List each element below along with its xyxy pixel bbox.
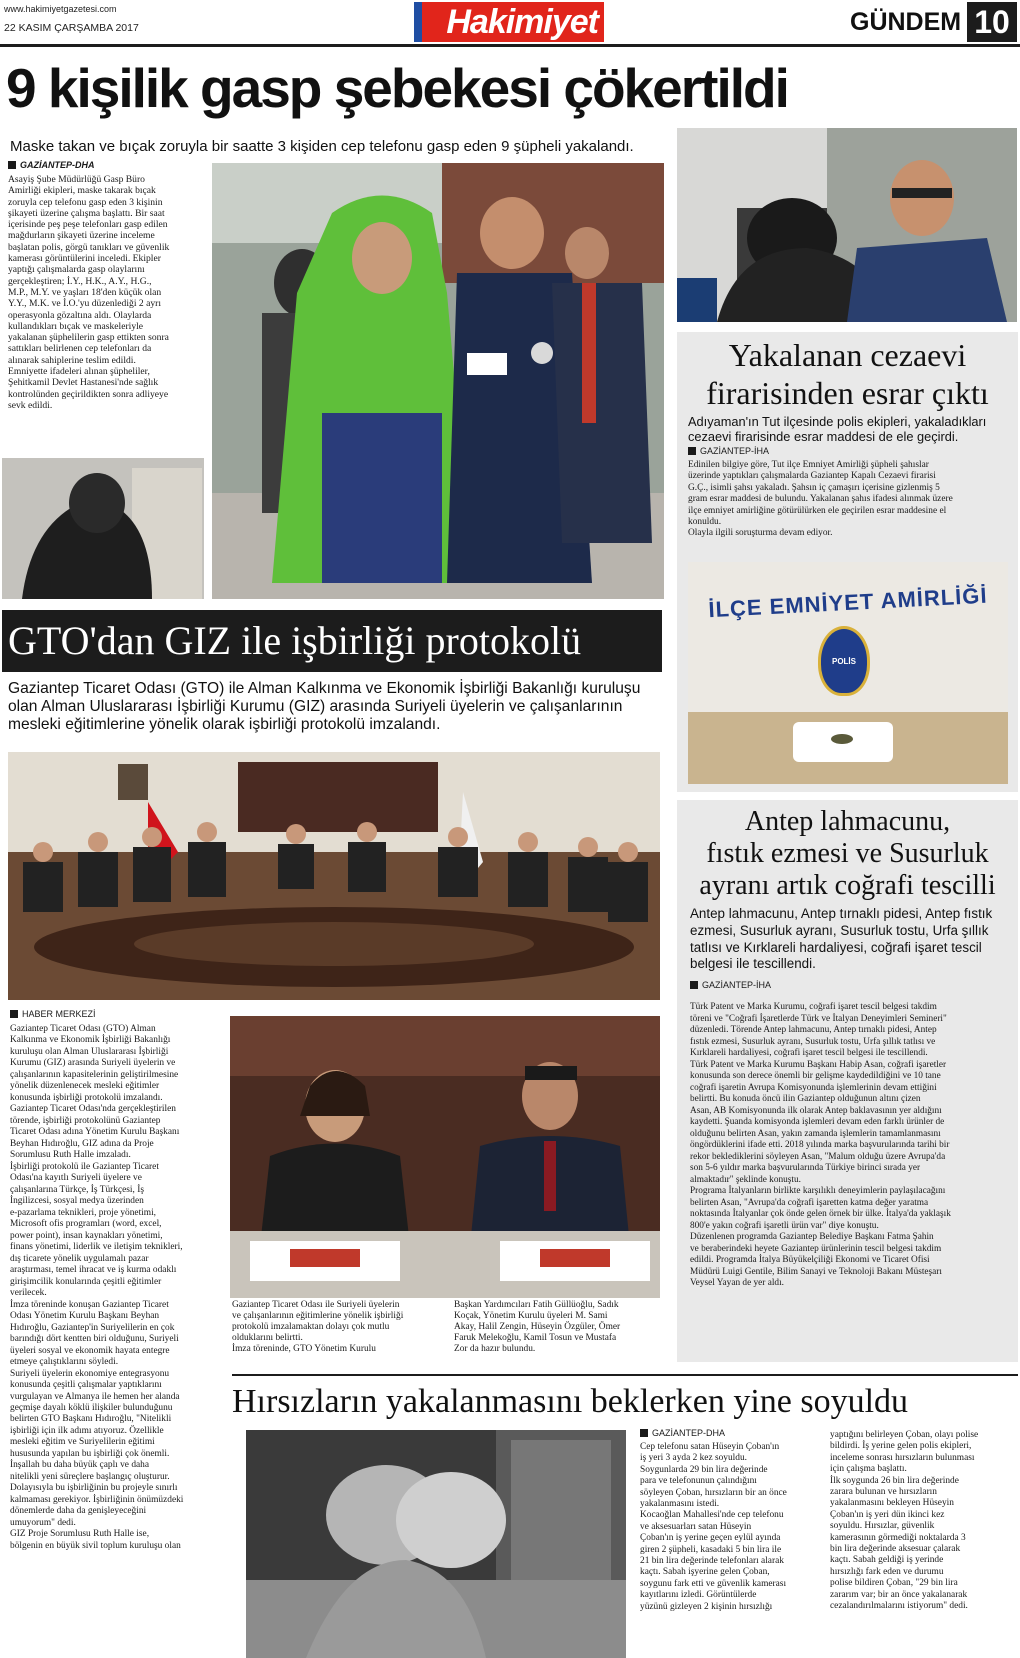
gasp-headline: 9 kişilik gasp şebekesi çökertildi: [6, 57, 788, 119]
source-square-icon: [10, 1010, 18, 1018]
gto-source-label: HABER MERKEZİ: [22, 1009, 96, 1019]
hirsiz-source-label: GAZİANTEP-DHA: [652, 1428, 726, 1438]
gto-source: [10, 1009, 96, 1019]
hirsiz-source: [640, 1428, 725, 1438]
firari-top-photo: [677, 128, 1017, 322]
gasp-body: Asayiş Şube Müdürlüğü Gasp Büro Amirliği ekipleri, maske takarak bıçak zoruyla cep telefonu gasp eden 3 kişinin şikayeti üzerine çalışma başlattı. Bir saat içerisinde peş peşe telefonları gasp edilen mağdurların şikayeti üzerine inceleme başlatan polis, görgü tanıkları ve güvenlik kamerası görüntülerini inceledi. Ekipler yaptığı çalışmalarda gasp olaylarını gerçekleştiren; İ.Y., H.K., A.Y., H.G., M.P., M.Y. ve yaşları 18'den küçük olan Y.Y., M.K. ve İ.O.'yu düzenlediği 2 ayrı operasyonla gözaltına aldı. Olaylarda kullandıkları bıçak ve maskeleriyle yakalanan şüphelilerin gasp ettikten sonra sattıkları belirlenen cep telefonları da alınarak sahiplerine teslim edildi. Emniyette ifadeleri alınan şüpheliler, Şehitkamil Devlet Hastanesi'nde sağlık kontrolünden geçirildikten sonra adliyeye sevk edildi.: [8, 174, 170, 411]
section-name: GÜNDEM: [850, 8, 962, 36]
issue-date: 22 KASIM ÇARŞAMBA 2017: [4, 22, 139, 34]
hirsiz-cctv-photo: [246, 1430, 626, 1658]
lahmacun-body: Türk Patent ve Marka Kurumu, coğrafi işaret tescil belgesi takdim töreni ve "Coğrafi İşaretlerde Türk ve İtalyan Deneyimleri Semineri" düzenledi. Törende Antep lahmacunu, Antep tırnaklı pidesi, Antep fıstık ezmesi, Susurluk ayranı, Susurluk tostu, Urfa şıllık tatlısı ve Kırklareli hardaliyesi, coğrafi işaret tescil belgesi ile tescillendi. Türk Patent ve Marka Kurumu Başkanı Habip Asan, coğrafi işaretler konusunda son derece önemli bir gelişme kaydedildiğini ve 10 tane coğrafi işaretin Avrupa Komisyonunda işlemlerinin devam ettiğini belirtti. Bu konuda öncü ilin Gaziantep olduğunun altını çizen Asan, AB Komisyonunda ilk olarak Antep baklavasının yer aldığını kaydetti. Şuanda komisyonda işlemleri devam eden farklı ürünler de olduğunu belirten Asan, yakın zamanda işlemlerin tamamlanmasını öngördüklerini ifade etti. 2018 yılında marka başvurularında tarihi bir rekor beklediklerini söyleyen Asan, "Malum olduğu üzere Avrupa'da son 5-6 yıldır marka başvurularında Türkiye birinci sırada yer almaktadır" şeklinde konuştu. Programa İtalyanların birlikte karşılıklı deneyimlerin paylaşılacağını belirten Asan, "Avrupa'da coğrafi işaretten katma değer yaratma noktasında İtalyanlar çok önde gelen örnek bir ülke. İtalya'da yaklaşık 800'e yakın coğrafi işaretli ürün var" diye konuştu. Düzenlenen programda Gaziantep Belediye Başkanı Fatma Şahin ve beraberindeki heyete Gaziantep ürünlerinin tescil belgesi takdim edildi. Programda İtalya Büyükelçiliği Ekonomi ve Ticaret Ofisi Müdürü Luigi Gentile, Bilim Sanayi ve Teknoloji Bakanı Müsteşarı Veysel Yayan de yer aldı.: [690, 1002, 951, 1288]
firari-deck: Adıyaman'ın Tut ilçesinde polis ekipleri, yakaladıkları cezaevi firarisinde esrar maddesi de ele geçirdi.: [688, 414, 987, 444]
lahmacun-source: [690, 980, 771, 990]
lahmacun-headline-line3: ayranı artık coğrafi tescilli: [699, 870, 996, 901]
gasp-deck: Maske takan ve bıçak zoruyla bir saatte 3 kişiden cep telefonu gasp eden 9 şüpheli yakalandı.: [10, 138, 634, 155]
gto-caption-right: Başkan Yardımcıları Fatih Güllüoğlu, Sadık Koçak, Yönetim Kurulu üyeleri M. Sami Akay, Halil Zengin, Hüseyin Özgüler, Ömer Faruk Melekoğlu, Kamil Tosun ve Mustafa Zor da hazır bulundu.: [454, 1300, 621, 1354]
lahmacun-deck: Antep lahmacunu, Antep tırnaklı pidesi, Antep fıstık ezmesi, Susurluk ayranı, Susurluk tostu, Urfa şıllık tatlısı ve Kırklareli hardaliyesi, coğrafi işaret tescil belgesi ile tescillendi.: [690, 906, 993, 972]
firari-source: [688, 446, 769, 456]
badge-text: POLİS: [831, 656, 856, 666]
firari-body: Edinilen bilgiye göre, Tut ilçe Emniyet Amirliği şüpheli şahıslar üzerinde yaptıkları çalışmalarda Gaziantep Kapalı Cezaevi firarisi G.Ç., isimli şahsı yakaladı. Şahsın iç çamaşırı içerisine gizlenmiş 5 gram esrar maddesi de bulundu. Yakalanan şahıs ifadesi alınmak üzere ilçe emniyet amirliğine götürülürken ele geçirilen esrar maddesine el konuldu. Olayla ilgili soruşturma devam ediyor.: [688, 460, 953, 539]
masthead-rule: [0, 44, 1020, 47]
firari-headline-line1: Yakalanan cezaevi: [728, 337, 967, 373]
logo-text: Hakimiyet: [446, 2, 598, 41]
evidence-drug: [831, 734, 853, 744]
lahmacun-source-label: GAZİANTEP-İHA: [702, 980, 772, 990]
gasp-source: [8, 160, 95, 170]
hirsiz-rule: [232, 1374, 1018, 1376]
page-number: 10: [967, 2, 1017, 42]
source-square-icon: [690, 981, 698, 989]
source-square-icon: [688, 447, 696, 455]
firari-headline: [677, 336, 1018, 412]
firari-photo: [688, 562, 1008, 784]
gto-deck: Gaziantep Ticaret Odası (GTO) ile Alman Kalkınma ve Ekonomik İşbirliği Bakanlığı kuruluşu olan Alman Uluslararası İşbirliği Kurumu (GIZ) arasında Suriyeli üyelerin ve çalışanlarının mesleki eğitimlerine yönelik olarak işbirliği protokolü imzalandı.: [8, 680, 641, 733]
hirsiz-body-col1: Cep telefonu satan Hüseyin Çoban'ın iş yeri 3 ayda 2 kez soyuldu. Soygunlarda 29 bin lira değerinde para ve telefonunun çalındığını söyleyen Çoban, hırsızların bir an önce yakalanmasını istedi. Kocaoğlan Mahallesi'nde cep telefonu ve aksesuarları satan Hüseyin Çoban'ın iş yerine geçen eylül ayında giren 2 şüpheli, kasadaki 5 bin lira ile 21 bin lira değerinde telefonları alarak kaçtı. Sabah işyerine gelen Çoban, soygunu fark etti ve güvenlik kamerası kayıtlarını izledi. Görüntülerde yüzünü gizleyen 2 kişinin hırsızlığı: [640, 1442, 787, 1612]
gasp-main-photo: [212, 163, 664, 599]
gto-signing-photo: [230, 1016, 660, 1298]
source-square-icon: [8, 161, 16, 169]
firari-source-label: GAZİANTEP-İHA: [700, 446, 770, 456]
hirsiz-body-col2: yaptığını belirleyen Çoban, olayı polise bildirdi. İş yerine gelen polis ekipleri, inceleme sonrası hırsızların bulunması için çalışma başlattı. İlk soygunda 26 bin lira değerinde zarara bulunan ve hırsızların yakalanmasını bekleyen Hüseyin Çoban'ın iş yeri dün ikinci kez soyuldu. Hırsızlar, güvenlik kamerasının görmediği noktalarda 3 bin lira değerinde aksesuar çalarak kaçtı. Sabah geldiği iş yerinde hırsızlığı fark eden ve durumu polise bildiren Çoban, "29 bin lira zararım var; bir an önce yakalanarak cezalandırılmalarını istiyorum" dedi.: [830, 1430, 979, 1612]
hirsiz-headline: Hırsızların yakalanmasını beklerken yine soyuldu: [232, 1383, 909, 1420]
gto-body: Gaziantep Ticaret Odası (GTO) Alman Kalkınma ve Ekonomik İşbirliği Bakanlığı kuruluşu olan Alman Uluslararası İşbirliği Kurumu (GIZ) arasında Suriyeli üyelerin ve çalışanlarının kapasitelerinin geliştirilmesine yönelik düzenlenecek mesleki eğitimler konusunda işbirliği protokolü imzalandı. Gaziantep Ticaret Odası'nda gerçekleştirilen törende, işbirliği protokolünü Gaziantep Ticaret Odası adına Yönetim Kurulu Başkanı Beyhan Hıdıroğlu, GIZ adına da Proje Sorumlusu Ruth Halle imzaladı. İşbirliği protokolü ile Gaziantep Ticaret Odası'na kayıtlı Suriyeli üyelere ve çalışanlarına Türkçe, İş Türkçesi, İş İngilizcesi, sosyal medya üzerinden e-pazarlama teknikleri, proje yönetimi, Microsoft ofis programları (word, excel, power point), insan kaynakları yönetimi, finans yönetimi, liderlik ve iletişim teknikleri, dış ticarete yönelik uygulamalı pazar araştırması, temel ihracat ve iş kurma odaklı girişimcilik konularında çeşitli eğitimler verilecek. İmza töreninde konuşan Gaziantep Ticaret Odası Yönetim Kurulu Başkanı Beyhan Hıdıroğlu, Gaziantep'in Suriyelilerin en çok barındığı dört kentten biri olduğunu, Suriyeli üyeleri sosyal ve ekonomik hayata entegre etmeye çalıştıklarını söyledi. Suriyeli üyelerin ekonomiye entegrasyonu konusunda çeşitli çalışmalar yaptıklarını vurgulayan ve Almanya ile hemen her alanda geçmişe dayalı köklü ilişkiler bulunduğunu belirten GTO Başkanı Hıdıroğlu, "Nitelikli işbirliği için ilk adımı atıyoruz. Özellikle mesleki eğitim ve Suriyelilerin eğitimi hususunda yapılan bu işbirliği çok önemli. İnşallah bu daha büyük çaplı ve daha nitelikli yeni süreçlere başlangıç oluşturur. Dolayısıyla bu işbirliğinin bu projeyle sınırlı kalmaması gerekiyor. İşbirliğinin önümüzdeki dönemlerde daha da genişleyeceğini umuyorum" dedi. GIZ Proje Sorumlusu Ruth Halle ise, bölgenin en büyük sivil toplum kuruluşu olan: [10, 1024, 184, 1551]
photo-sign-text: İLÇE EMNİYET AMİRLİĞİ: [707, 582, 989, 623]
gto-caption-left: Gaziantep Ticaret Odası ile Suriyeli üyelerin ve çalışanlarının eğitimlerine yönelik işbirliği protokolü imzalamaktan dolayı çok mutlu olduklarını belirtti. İmza töreninde, GTO Yönetim Kurulu: [232, 1300, 404, 1354]
lahmacun-headline-line2: fıstık ezmesi ve Susurluk: [706, 838, 989, 869]
gasp-small-photo: [2, 458, 204, 599]
firari-headline-line2: firarisinden esrar çıktı: [706, 375, 989, 411]
police-badge-icon: [818, 626, 870, 696]
lahmacun-headline: [677, 806, 1018, 902]
gto-headline: GTO'dan GIZ ile işbirliği protokolü: [2, 610, 662, 672]
lahmacun-headline-line1: Antep lahmacunu,: [744, 806, 951, 837]
source-square-icon: [640, 1429, 648, 1437]
masthead-logo: [414, 2, 604, 42]
gasp-source-label: GAZİANTEP-DHA: [20, 160, 95, 170]
logo-blue-strip: [414, 2, 422, 42]
site-url: www.hakimiyetgazetesi.com: [4, 4, 117, 14]
gto-meeting-photo: [8, 752, 660, 1000]
